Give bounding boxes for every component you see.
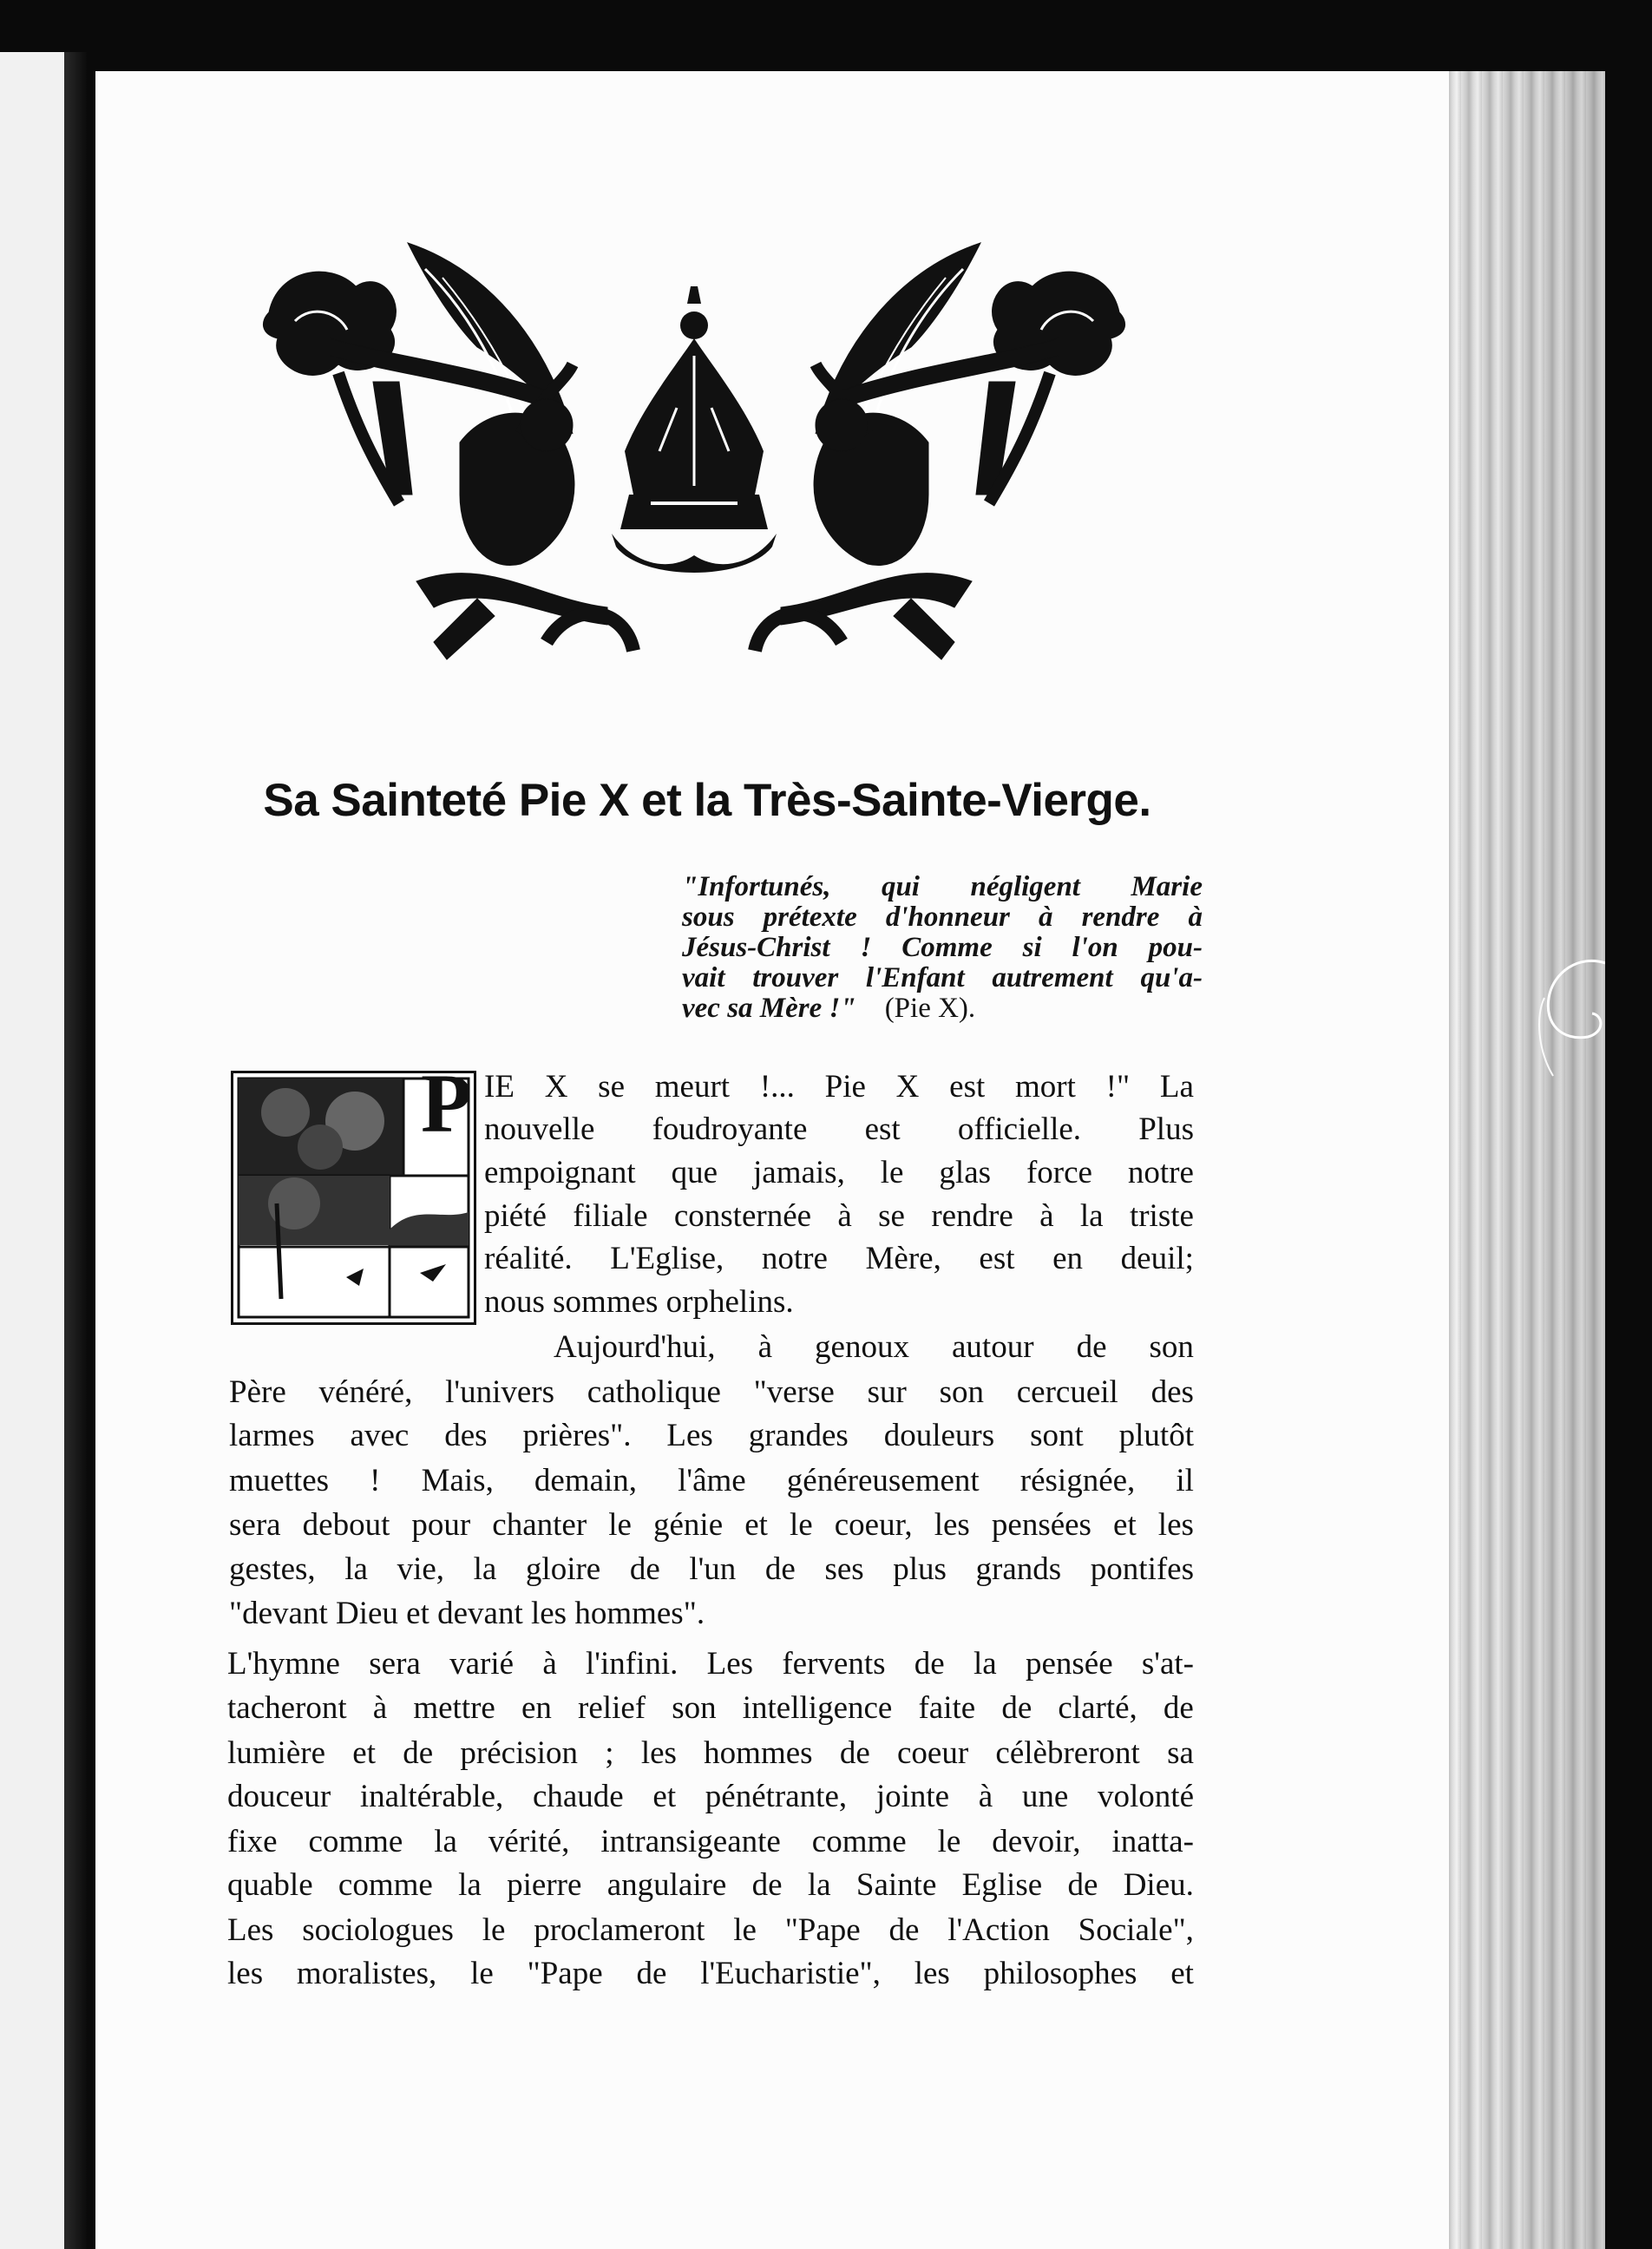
word: vérité,	[488, 1824, 570, 1859]
word: grandes	[748, 1418, 849, 1453]
body-text-line	[227, 1646, 1194, 1682]
word: L'Eglise,	[610, 1241, 724, 1276]
word: que	[671, 1155, 718, 1190]
word: jamais,	[753, 1155, 845, 1190]
word: d'honneur	[885, 902, 1010, 933]
word: comme	[811, 1824, 907, 1859]
body-text-line	[484, 1155, 1194, 1191]
word: la	[473, 1551, 497, 1587]
word: douleurs	[883, 1418, 995, 1453]
word: intransigeante	[600, 1824, 781, 1859]
word: X	[544, 1069, 568, 1105]
word: Eglise	[961, 1867, 1043, 1903]
word: mettre	[413, 1690, 495, 1726]
body-text-line	[229, 1551, 1194, 1588]
word: Dieu.	[1123, 1867, 1194, 1903]
word: force	[1026, 1155, 1092, 1190]
word: ses	[824, 1551, 864, 1587]
word: rendre	[931, 1198, 1013, 1234]
word: de	[1163, 1690, 1194, 1726]
word: volonté	[1098, 1779, 1194, 1814]
word: prières".	[522, 1418, 632, 1453]
body-text-line	[229, 1374, 1194, 1411]
word: sous	[682, 902, 735, 933]
word: muettes	[229, 1463, 330, 1498]
word: ;	[605, 1735, 614, 1771]
word: sera	[369, 1646, 421, 1682]
word: le	[789, 1507, 813, 1543]
word: l'Enfant	[865, 962, 965, 993]
epigraph-line: vec sa Mère !"	[682, 993, 856, 1024]
epigraph-line	[682, 933, 1203, 963]
word: une	[1021, 1779, 1069, 1814]
word: à	[757, 1329, 772, 1365]
word: et	[1170, 1956, 1194, 1991]
word: la	[434, 1824, 457, 1859]
word: Marie	[1131, 871, 1203, 902]
word: sociologues	[302, 1912, 454, 1948]
word: catholique	[587, 1374, 721, 1410]
word: clarté,	[1058, 1690, 1137, 1726]
word: chaude	[532, 1779, 624, 1814]
word: larmes	[229, 1418, 315, 1453]
word: pou-	[1148, 932, 1203, 963]
word: Plus	[1138, 1111, 1194, 1147]
word: l'âme	[678, 1463, 746, 1498]
crown-illustration	[612, 286, 777, 573]
word: s'at-	[1141, 1646, 1194, 1682]
word: coeur	[897, 1735, 969, 1771]
epigraph-line	[682, 872, 1203, 902]
word: Pie	[824, 1069, 866, 1105]
word: Les	[227, 1912, 274, 1948]
word: la	[973, 1646, 997, 1682]
word: l'Eucharistie",	[700, 1956, 881, 1991]
word: foudroyante	[652, 1111, 808, 1147]
body-text-line	[227, 1956, 1194, 1992]
word: Sainte	[856, 1867, 937, 1903]
left-page-edge	[0, 52, 64, 2249]
word: genoux	[815, 1329, 909, 1365]
word: réalité.	[484, 1241, 573, 1276]
word: Aujourd'hui,	[554, 1329, 716, 1365]
word: demain,	[534, 1463, 638, 1498]
body-text-line	[484, 1198, 1194, 1235]
epigraph-attribution: (Pie X).	[884, 993, 976, 1024]
word: les	[914, 1956, 950, 1991]
word: pénétrante,	[705, 1779, 848, 1814]
word: Mais,	[421, 1463, 494, 1498]
word: il	[1176, 1463, 1194, 1498]
word: comme	[308, 1824, 403, 1859]
word: notre	[1127, 1155, 1194, 1190]
word: autrement	[992, 962, 1113, 993]
body-text-line	[227, 1912, 1194, 1949]
word: empoignant	[484, 1155, 636, 1190]
word: proclameront	[534, 1912, 705, 1948]
word: faite	[918, 1690, 976, 1726]
word: à	[372, 1690, 388, 1726]
word: se	[598, 1069, 625, 1105]
word: généreusement	[786, 1463, 980, 1498]
word: Jésus-Christ	[682, 932, 830, 963]
word: l'on	[1072, 932, 1118, 963]
word: douceur	[227, 1779, 331, 1814]
word: en	[521, 1690, 552, 1726]
word: rendre	[1081, 902, 1160, 933]
word: le	[482, 1912, 506, 1948]
word: le	[880, 1155, 904, 1190]
word: Les	[666, 1418, 713, 1453]
word: de	[888, 1912, 920, 1948]
book-gutter	[64, 52, 87, 2249]
word: sera	[229, 1507, 281, 1543]
word: qui	[881, 871, 920, 902]
word: pontifes	[1090, 1551, 1194, 1587]
word: qu'a-	[1140, 962, 1203, 993]
body-text-line	[229, 1463, 1194, 1499]
word: de	[764, 1551, 796, 1587]
word: !	[860, 932, 872, 963]
word: sont	[1030, 1418, 1084, 1453]
word: lumière	[227, 1735, 326, 1771]
word: La	[1159, 1069, 1194, 1105]
word: triste	[1129, 1198, 1194, 1234]
word: des	[1150, 1374, 1194, 1410]
word: grands	[975, 1551, 1062, 1587]
word: si	[1022, 932, 1042, 963]
word: fixe	[227, 1824, 278, 1859]
word: pierre	[507, 1867, 582, 1903]
word: IE	[484, 1069, 515, 1105]
word: jointe	[875, 1779, 950, 1814]
loose-thread	[1527, 946, 1605, 1085]
word: de	[1001, 1690, 1032, 1726]
word: l'infini.	[586, 1646, 678, 1682]
epigraph-line	[682, 902, 1203, 933]
word: la	[807, 1867, 831, 1903]
word: avec	[350, 1418, 410, 1453]
word: à	[1038, 902, 1053, 933]
word: angulaire	[606, 1867, 727, 1903]
body-text-line	[227, 1779, 1194, 1815]
body-text-line: "devant Dieu et devant les hommes".	[229, 1596, 705, 1631]
word: !"	[1105, 1069, 1131, 1105]
word: moralistes,	[296, 1956, 437, 1991]
word: Comme	[901, 932, 993, 963]
word: gloire	[525, 1551, 601, 1587]
word: Mère,	[865, 1241, 941, 1276]
word: Sociale",	[1078, 1912, 1194, 1948]
body-text-line	[227, 1867, 1194, 1904]
word: la	[458, 1867, 482, 1903]
word: précision	[460, 1735, 579, 1771]
word: son	[1149, 1329, 1194, 1365]
word: piété	[484, 1198, 547, 1234]
word: de	[1076, 1329, 1107, 1365]
word: les	[640, 1735, 677, 1771]
word: l'Action	[947, 1912, 1050, 1948]
word: trouver	[752, 962, 839, 993]
word: tacheront	[227, 1690, 347, 1726]
word: des	[444, 1418, 488, 1453]
word: de	[751, 1867, 783, 1903]
word: l'un	[689, 1551, 737, 1587]
word: célèbreront	[995, 1735, 1140, 1771]
body-text-line	[227, 1735, 1194, 1772]
word: pensées	[991, 1507, 1092, 1543]
cherubs-crown-ornament	[260, 234, 1128, 703]
word: "verse	[753, 1374, 835, 1410]
word: quable	[227, 1867, 313, 1903]
word: X	[895, 1069, 920, 1105]
word: hommes	[704, 1735, 813, 1771]
word: les	[1157, 1507, 1194, 1543]
word: est	[979, 1241, 1015, 1276]
word: gestes,	[229, 1551, 316, 1587]
body-text-line	[229, 1507, 1194, 1544]
word: fervents	[782, 1646, 886, 1682]
word: de	[629, 1551, 660, 1587]
word: les	[227, 1956, 264, 1991]
body-text-line	[229, 1418, 1194, 1454]
word: plus	[893, 1551, 947, 1587]
word: consternée	[673, 1198, 812, 1234]
word: filiale	[573, 1198, 648, 1234]
left-cherub-illustration	[263, 243, 633, 659]
word: plutôt	[1118, 1418, 1194, 1453]
page-title: Sa Sainteté Pie X et la Très-Sainte-Vierge.	[263, 775, 1151, 826]
word: résignée,	[1019, 1463, 1136, 1498]
word: et	[744, 1507, 768, 1543]
body-text-line	[554, 1329, 1194, 1366]
word: et	[652, 1779, 677, 1814]
word: autour	[952, 1329, 1034, 1365]
body-text-line	[227, 1824, 1194, 1860]
word: se	[878, 1198, 905, 1234]
word: de	[914, 1646, 945, 1682]
word: négligent	[970, 871, 1080, 902]
word: comme	[338, 1867, 433, 1903]
right-cherub-illustration	[755, 243, 1125, 659]
body-text-line	[484, 1069, 1194, 1105]
word: pensée	[1025, 1646, 1113, 1682]
word: deuil;	[1120, 1241, 1194, 1276]
word: à	[1039, 1198, 1054, 1234]
word: varié	[449, 1646, 515, 1682]
word: intelligence	[742, 1690, 893, 1726]
word: génie	[653, 1507, 724, 1543]
word: nouvelle	[484, 1111, 595, 1147]
word: chanter	[492, 1507, 587, 1543]
epigraph-last-line	[682, 993, 1203, 1024]
word: meurt	[654, 1069, 731, 1105]
word: debout	[302, 1507, 390, 1543]
word: pour	[411, 1507, 471, 1543]
word: l'univers	[445, 1374, 554, 1410]
word: !...	[759, 1069, 795, 1105]
page-stack-shadow	[1440, 71, 1605, 2249]
body-text-line	[484, 1111, 1194, 1148]
word: à	[978, 1779, 993, 1814]
word: à	[1188, 902, 1203, 933]
word: coeur,	[834, 1507, 913, 1543]
word: les	[934, 1507, 970, 1543]
word: mort	[1015, 1069, 1076, 1105]
word: est	[949, 1069, 986, 1105]
word: le	[608, 1507, 632, 1543]
body-text-line	[227, 1690, 1194, 1727]
word: de	[403, 1735, 434, 1771]
word: la	[344, 1551, 368, 1587]
word: le	[937, 1824, 961, 1859]
body-text-line: nous sommes orphelins.	[484, 1284, 794, 1320]
word: sa	[1167, 1735, 1194, 1771]
word: L'hymne	[227, 1646, 340, 1682]
word: inaltérable,	[359, 1779, 504, 1814]
word: glas	[939, 1155, 992, 1190]
word: est	[864, 1111, 901, 1147]
word: cercueil	[1016, 1374, 1118, 1410]
word: de	[1067, 1867, 1098, 1903]
word: la	[1079, 1198, 1104, 1234]
word: relief	[578, 1690, 646, 1726]
word: le	[733, 1912, 757, 1948]
word: le	[470, 1956, 494, 1991]
word: en	[1052, 1241, 1084, 1276]
word: devoir,	[992, 1824, 1081, 1859]
word: son	[939, 1374, 984, 1410]
drop-cap-letter: P	[421, 1057, 472, 1150]
word: et	[352, 1735, 376, 1771]
word: !	[370, 1463, 381, 1498]
epigraph-line	[682, 963, 1203, 993]
word: vait	[682, 962, 725, 993]
word: Père	[229, 1374, 286, 1410]
word: à	[837, 1198, 852, 1234]
word: à	[542, 1646, 557, 1682]
word: "Pape	[784, 1912, 861, 1948]
word: de	[636, 1956, 667, 1991]
word: philosophes	[983, 1956, 1137, 1991]
word: de	[839, 1735, 870, 1771]
epigraph-quote	[682, 872, 1203, 1024]
word: notre	[761, 1241, 828, 1276]
word: inatta-	[1111, 1824, 1194, 1859]
word: Les	[706, 1646, 754, 1682]
word: son	[672, 1690, 717, 1726]
word: "Infortunés,	[682, 871, 831, 902]
body-text-line	[484, 1241, 1194, 1277]
word: "Pape	[527, 1956, 603, 1991]
word: prétexte	[763, 902, 857, 933]
word: officielle.	[957, 1111, 1082, 1147]
word: vénéré,	[318, 1374, 413, 1410]
word: vie,	[397, 1551, 445, 1587]
word: sur	[867, 1374, 907, 1410]
word: et	[1113, 1507, 1137, 1543]
